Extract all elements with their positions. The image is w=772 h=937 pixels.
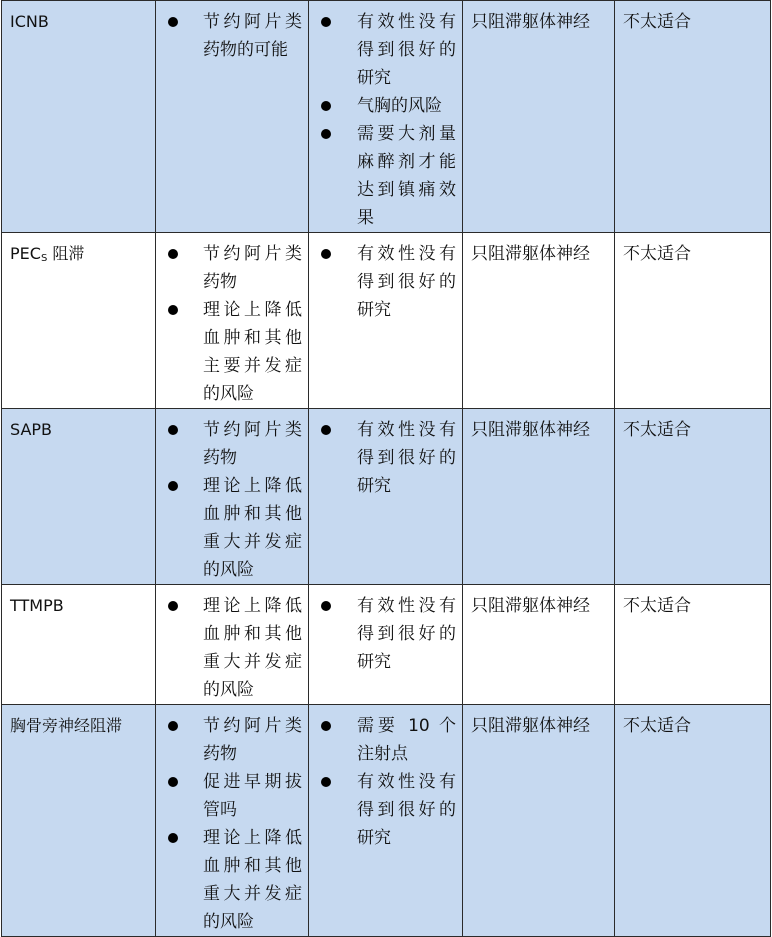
- table-row: [2, 233, 771, 409]
- list-item: 节约阿片类药物的可能: [164, 8, 302, 64]
- advantages-cell: [156, 705, 309, 937]
- advantages-cell: [156, 233, 309, 409]
- bullet-icon: [321, 129, 331, 139]
- bullet-icon: [168, 425, 178, 435]
- list-item: 节约阿片类药物: [164, 416, 302, 472]
- advantages-list: [164, 240, 302, 408]
- bullet-icon: [168, 777, 178, 787]
- bullet-icon: [321, 17, 331, 27]
- list-item: 有效性没有得到很好的研究: [317, 592, 456, 676]
- bullet-icon: [168, 481, 178, 491]
- list-item: 理论上降低血肿和其他重大并发症的风险: [164, 472, 302, 584]
- disadvantages-list: [317, 416, 456, 500]
- block-name: ICNB: [10, 12, 49, 31]
- advantages-list: [164, 592, 302, 704]
- bullet-icon: [321, 425, 331, 435]
- block-name: 胸骨旁神经阻滞: [10, 716, 123, 735]
- disadvantages-list: [317, 592, 456, 676]
- scope-cell: 只阻滞躯体神经: [463, 705, 615, 937]
- disadvantages-cell: [309, 409, 463, 585]
- list-item: 促进早期拔管吗: [164, 768, 302, 824]
- block-name-cell: [2, 233, 156, 409]
- advantages-list: [164, 8, 302, 64]
- bullet-icon: [168, 305, 178, 315]
- block-name-cell: [2, 585, 156, 705]
- bullet-icon: [168, 833, 178, 843]
- disadvantages-list: [317, 8, 456, 232]
- list-item: 有效性没有得到很好的研究: [317, 8, 456, 92]
- list-item: 有效性没有得到很好的研究: [317, 240, 456, 324]
- block-name: SAPB: [10, 420, 53, 439]
- advantages-cell: [156, 585, 309, 705]
- block-name: $PEC_S$ 阻滞: [10, 244, 85, 264]
- suitability-cell: 不太适合: [615, 233, 771, 409]
- block-name: TTMPB: [10, 596, 64, 615]
- disadvantages-cell: [309, 585, 463, 705]
- advantages-list: [164, 712, 302, 936]
- bullet-icon: [168, 601, 178, 611]
- table-row: [2, 705, 771, 937]
- disadvantages-list: [317, 240, 456, 324]
- advantages-cell: [156, 1, 309, 233]
- bullet-icon: [168, 721, 178, 731]
- suitability-cell: 不太适合: [615, 585, 771, 705]
- nerve-block-comparison-table: [1, 0, 771, 937]
- advantages-cell: [156, 409, 309, 585]
- table-row: [2, 585, 771, 705]
- bullet-icon: [321, 249, 331, 259]
- block-name-cell: [2, 409, 156, 585]
- list-item: 理论上降低血肿和其他重大并发症的风险: [164, 592, 302, 704]
- suitability-cell: 不太适合: [615, 1, 771, 233]
- scope-cell: 只阻滞躯体神经: [463, 233, 615, 409]
- list-item: 气胸的风险: [317, 92, 456, 120]
- suitability-cell: 不太适合: [615, 409, 771, 585]
- bullet-icon: [321, 721, 331, 731]
- list-item: 节约阿片类药物: [164, 712, 302, 768]
- disadvantages-cell: [309, 233, 463, 409]
- list-item: 理论上降低血肿和其他主要并发症的风险: [164, 296, 302, 408]
- advantages-list: [164, 416, 302, 584]
- bullet-icon: [321, 601, 331, 611]
- list-item: 理论上降低血肿和其他重大并发症的风险: [164, 824, 302, 936]
- bullet-icon: [321, 101, 331, 111]
- bullet-icon: [168, 17, 178, 27]
- list-item: 节约阿片类药物: [164, 240, 302, 296]
- disadvantages-list: [317, 712, 456, 852]
- block-name-cell: [2, 1, 156, 233]
- bullet-icon: [321, 777, 331, 787]
- list-item: 有效性没有得到很好的研究: [317, 768, 456, 852]
- list-item: 需要 10 个注射点: [317, 712, 456, 768]
- disadvantages-cell: [309, 1, 463, 233]
- bullet-icon: [168, 249, 178, 259]
- suitability-cell: 不太适合: [615, 705, 771, 937]
- block-name-cell: [2, 705, 156, 937]
- table-row: [2, 409, 771, 585]
- scope-cell: 只阻滞躯体神经: [463, 585, 615, 705]
- table-row: [2, 1, 771, 233]
- list-item: 有效性没有得到很好的研究: [317, 416, 456, 500]
- disadvantages-cell: [309, 705, 463, 937]
- scope-cell: 只阻滞躯体神经: [463, 1, 615, 233]
- scope-cell: 只阻滞躯体神经: [463, 409, 615, 585]
- list-item: 需要大剂量麻醉剂才能达到镇痛效果: [317, 120, 456, 232]
